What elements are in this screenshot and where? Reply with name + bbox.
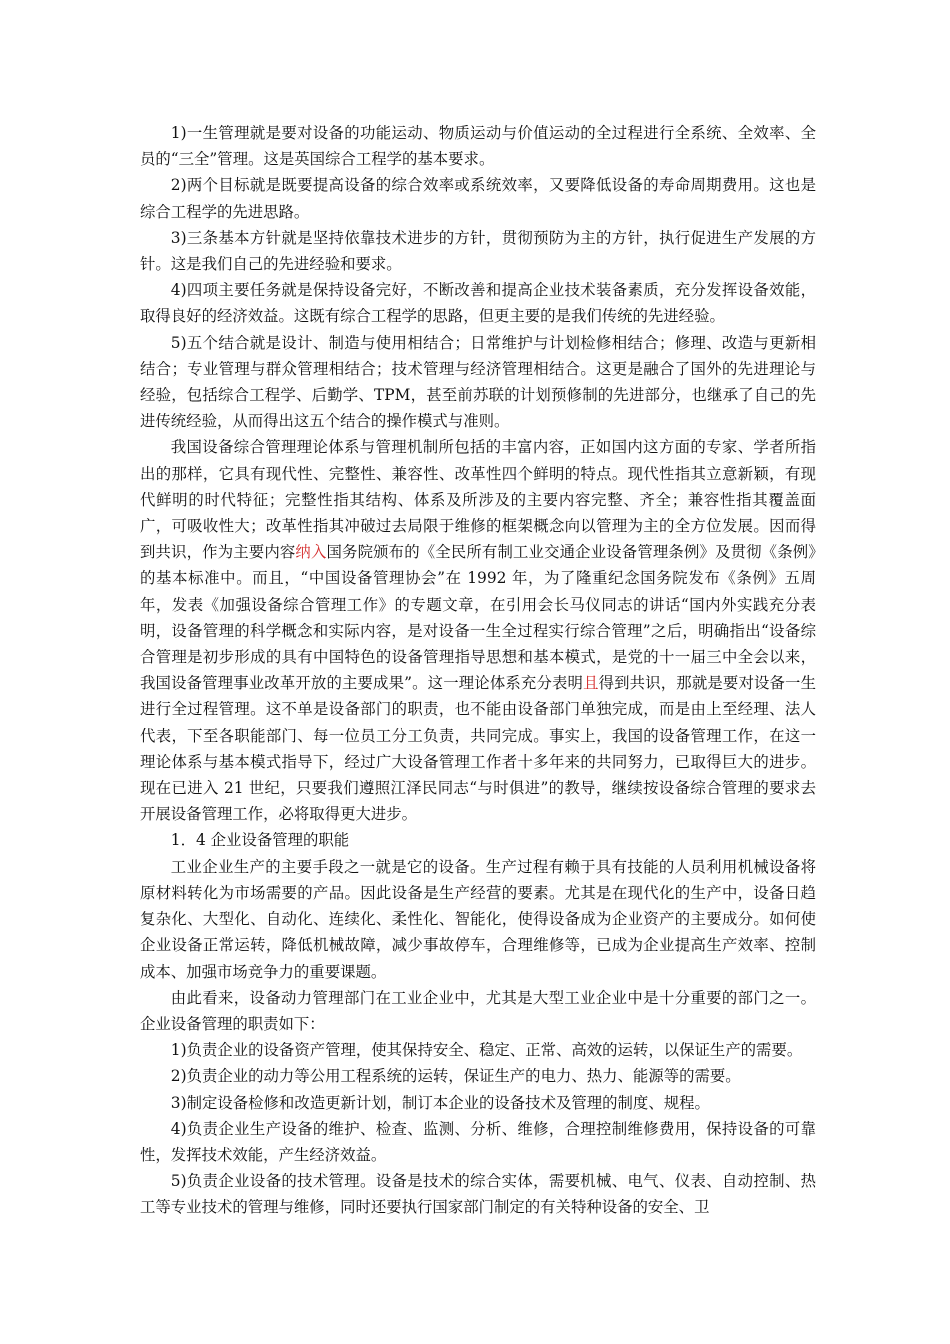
highlighted-text-qie: 且	[583, 674, 599, 693]
duty-item-1: 1)负责企业的设备资产管理，使其保持安全、稳定、正常、高效的运转，以保证生产的需要。	[170, 1041, 803, 1060]
duty-item-5: 5)负责企业设备的技术管理。设备是技术的综合实体，需要机械、电气、仪表、自动控制、热工等专业技术的管理与维修，同时还要执行国家部门制定的有关特种设备的安全、卫	[140, 1172, 816, 1217]
section-heading: 1．4 企业设备管理的职能	[170, 831, 350, 850]
paragraph-theory-system	[140, 434, 816, 827]
paragraph-three-policies: 3)三条基本方针就是坚持依靠技术进步的方针，贯彻预防为主的方针，执行促进生产发展的方针。这是我们自己的先进经验和要求。	[140, 228, 816, 274]
paragraph-four-tasks: 4)四项主要任务就是保持设备完好，不断改善和提高企业技术装备素质，充分发挥设备效能，取得良好的经济效益。这既有综合工程学的思路，但更主要的是我们传统的先进经验。	[140, 281, 816, 326]
theory-text-part2: 国务院颁布的《全民所有制工业交通企业设备管理条例》及贯彻《条例》的基本标准中。而且，“中国设备管理协会”在 1992 年，为了隆重纪念国务院发布《条例》五周年，发表《加强设备综合管理工作》的专题文章，在引用会长马仪同志的讲话“国内外实践充分表明，设备管理的科学概念和实际内容，是对设备一生全过程实行综合管理”之后，明确指出“设备综合管理是初步形成的具有中国特色的设备管理指导思想和基本模式，是党的十一届三中全会以来，我国设备管理事业改革开放的主要成果”。这一理论体系充分表明	[140, 543, 816, 693]
document-page	[140, 120, 816, 1221]
paragraph-five-combinations: 5)五个结合就是设计、制造与使用相结合；日常维护与计划检修相结合；修理、改造与更新相结合；专业管理与群众管理相结合；技术管理与经济管理相结合。这更是融合了国外的先进理论与经验，包括综合工程学、后勤学、TPM，甚至前苏联的计划预修制的先进部分，也继承了自己的先进传统经验，从而得出这五个结合的操作模式与准则。	[140, 333, 816, 431]
theory-text-part3: 得到共识，那就是要对设备一生进行全过程管理。这不单是设备部门的职责，也不能由设备部门单独完成，而是由上至经理、法人代表，下至各职能部门、每一位员工分工负责，共同完成。事实上，我国的设备管理工作，在这一理论体系与基本模式指导下，经过广大设备管理工作者十多年来的共同努力，已取得巨大的进步。现在已进入 21 世纪，只要我们遵照江泽民同志“与时俱进”的教导，继续按设备综合管理的要求去开展设备管理工作，必将取得更大进步。	[140, 674, 816, 824]
highlighted-text-naru: 纳入	[295, 543, 327, 562]
paragraph-two-goals: 2)两个目标就是既要提高设备的综合效率或系统效率，又要降低设备的寿命周期费用。这也是综合工程学的先进思路。	[140, 176, 816, 221]
duty-item-3: 3)制定设备检修和改造更新计划，制订本企业的设备技术及管理的制度、规程。	[170, 1093, 710, 1112]
paragraph-department-duties-intro: 由此看来，设备动力管理部门在工业企业中，尤其是大型工业企业中是十分重要的部门之一。企业设备管理的职责如下：	[140, 988, 816, 1033]
paragraph-one-life-management: 1)一生管理就是要对设备的功能运动、物质运动与价值运动的全过程进行全系统、全效率、全员的“三全”管理。这是英国综合工程学的基本要求。	[140, 124, 816, 169]
duty-item-2: 2)负责企业的动力等公用工程系统的运转，保证生产的电力、热力、能源等的需要。	[170, 1067, 741, 1086]
paragraph-equipment-role: 工业企业生产的主要手段之一就是它的设备。生产过程有赖于具有技能的人员利用机械设备将原材料转化为市场需要的产品。因此设备是生产经营的要素。尤其是在现代化的生产中，设备日趋复杂化、大型化、自动化、连续化、柔性化、智能化，使得设备成为企业资产的主要成分。如何使企业设备正常运转，降低机械故障，减少事故停车，合理维修等，已成为企业提高生产效率、控制成本、加强市场竞争力的重要课题。	[140, 857, 816, 981]
theory-text-part1: 我国设备综合管理理论体系与管理机制所包括的丰富内容，正如国内这方面的专家、学者所指出的那样，它具有现代性、完整性、兼容性、改革性四个鲜明的特点。现代性指其立意新颖，有现代鲜明的时代特征；完整性指其结构、体系及所涉及的主要内容完整、齐全；兼容性指其覆盖面广，可吸收性大；改革性指其冲破过去局限于维修的框架概念向以管理为主的全方位发展。因而得到共识，作为主要内容	[140, 438, 816, 562]
duty-item-4: 4)负责企业生产设备的维护、检查、监测、分析、维修，合理控制维修费用，保持设备的可靠性，发挥技术效能，产生经济效益。	[140, 1119, 816, 1164]
